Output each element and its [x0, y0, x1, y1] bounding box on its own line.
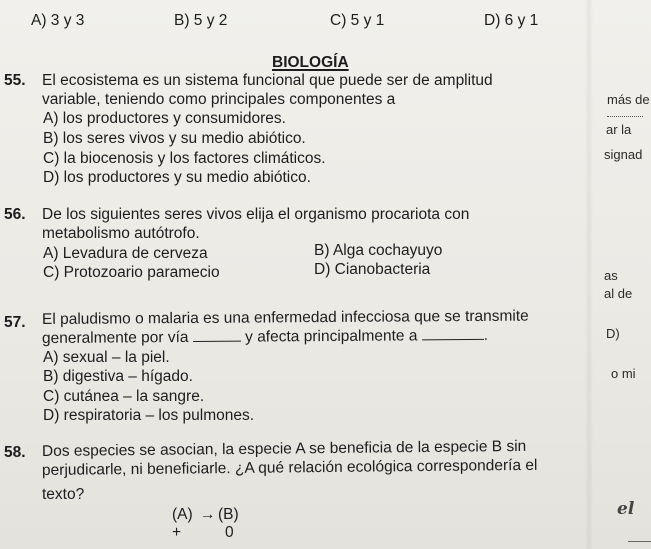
prev-option-c: C) 5 y 1: [330, 12, 385, 29]
q57-option-c: C) cutánea – la sangre.: [43, 388, 205, 405]
q56-stem-line2: metabolismo autótrofo.: [42, 225, 200, 242]
q58-diagram-arrow: →: [200, 506, 216, 523]
section-title: BIOLOGÍA: [272, 54, 349, 71]
prev-option-d: D) 6 y 1: [484, 12, 539, 29]
q55-option-c: C) la biocenosis y los factores climáticos.: [43, 150, 326, 167]
edge-fragment-5: al de: [604, 286, 633, 301]
page-fold-shadow: [585, 0, 593, 549]
q58-diagram-b-sign: 0: [225, 524, 234, 541]
q58-diagram-a: (A): [172, 506, 193, 523]
q57-stem-part3: .: [483, 326, 489, 344]
q57-blank-1: [193, 341, 241, 342]
edge-dotted-line: [607, 116, 643, 117]
q55-number: 55.: [4, 72, 26, 89]
edge-fragment-1: más de: [607, 92, 650, 107]
q56-stem-line1: De los siguientes seres vivos elija el organismo procariota con: [42, 206, 470, 223]
q55-option-b: B) los seres vivos y su medio abiótico.: [43, 130, 306, 147]
q55-stem-line2: variable, teniendo como principales componentes a: [42, 91, 396, 108]
q57-stem-part1: generalmente por vía: [41, 328, 189, 347]
q57-stem-part2: y afecta principalmente a: [245, 327, 418, 346]
q56-option-b: B) Alga cochayuyo: [314, 242, 443, 259]
q58-stem-line1: Dos especies se asocian, la especie A se beneficia de la especie B sin: [41, 437, 527, 460]
q57-blank-2: [422, 339, 484, 340]
q56-option-c: C) Protozoario paramecio: [43, 264, 220, 281]
edge-fragment-6: D): [606, 326, 620, 341]
q55-stem-line1: El ecosistema es un sistema funcional que puede ser de amplitud: [42, 72, 493, 89]
edge-fragment-3: signad: [604, 147, 643, 162]
q56-option-d: D) Cianobacteria: [314, 261, 431, 278]
q57-stem-line1: El paludismo o malaria es una enfermedad infecciosa que se transmite: [41, 307, 529, 328]
prev-option-a: A) 3 y 3: [31, 12, 85, 29]
q58-diagram-a-sign: +: [172, 524, 182, 541]
q58-stem-line2: perjudicarle, ni beneficiarle. ¿A qué relación ecológica correspondería el: [41, 456, 538, 479]
q58-stem-line3: texto?: [42, 486, 85, 503]
q56-option-a: A) Levadura de cerveza: [43, 245, 208, 262]
q57-number: 57.: [4, 314, 26, 331]
prev-option-b: B) 5 y 2: [174, 12, 228, 29]
q57-option-d: D) respiratoria – los pulmones.: [43, 407, 255, 424]
edge-line: [628, 541, 651, 542]
edge-fragment-2: ar la: [606, 122, 632, 137]
q58-number: 58.: [4, 444, 26, 461]
q57-option-a: A) sexual – la piel.: [43, 349, 170, 366]
q55-option-d: D) los productores y su medio abiótico.: [43, 169, 311, 186]
q57-stem-line2: [42, 327, 488, 348]
edge-fragment-8: el: [617, 499, 635, 519]
edge-fragment-7: o mi: [611, 366, 636, 381]
q57-option-b: B) digestiva – hígado.: [43, 368, 193, 385]
q56-number: 56.: [4, 206, 26, 223]
q58-diagram-b: (B): [218, 506, 239, 523]
edge-fragment-4: as: [604, 268, 618, 283]
q55-option-a: A) los productores y consumidores.: [43, 110, 286, 127]
